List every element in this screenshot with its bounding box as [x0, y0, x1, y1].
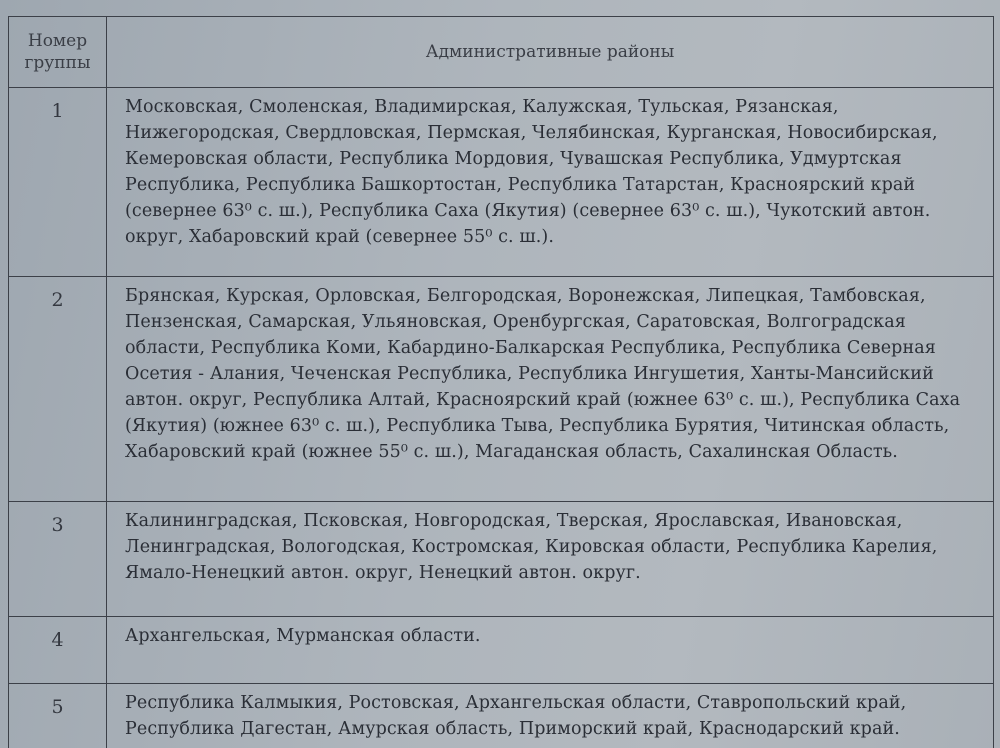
table-row [9, 277, 994, 502]
regions-cell: Московская, Смоленская, Владимирская, Калужская, Тульская, Рязанская, Нижегородская, Свердловская, Пермская, Челябинская, Курганская, Новосибирская, Кемеровская области, Республика Мордовия, Чувашская Республика, Удмуртская Республика, Республика Башкортостан, Республика Татарстан, Красноярский край (севернее 63⁰ с. ш.), Республика Саха (Якутия) (севернее 63⁰ с. ш.), Чукотский автон. округ, Хабаровский край (севернее 55⁰ с. ш.). [107, 88, 994, 277]
header-row [9, 17, 994, 88]
table-row [9, 684, 994, 748]
group-number-cell: 1 [9, 88, 107, 277]
table-header [9, 17, 994, 88]
table-row [9, 502, 994, 617]
regions-groups-table [8, 16, 994, 748]
table-row [9, 617, 994, 684]
regions-header: Административные районы [107, 17, 994, 88]
group-number-header: Номер группы [9, 17, 107, 88]
group-number-cell: 5 [9, 684, 107, 748]
table-row [9, 88, 994, 277]
regions-cell: Архангельская, Мурманская области. [107, 617, 994, 684]
group-number-cell: 4 [9, 617, 107, 684]
table-body [9, 88, 994, 748]
regions-cell: Республика Калмыкия, Ростовская, Архангельская области, Ставропольский край, Республика Дагестан, Амурская область, Приморский край, Краснодарский край. [107, 684, 994, 748]
group-number-cell: 2 [9, 277, 107, 502]
regions-cell: Калининградская, Псковская, Новгородская, Тверская, Ярославская, Ивановская, Ленинградская, Вологодская, Костромская, Кировская области, Республика Карелия, Ямало-Ненецкий автон. округ, Ненецкий автон. округ. [107, 502, 994, 617]
regions-cell: Брянская, Курская, Орловская, Белгородская, Воронежская, Липецкая, Тамбовская, Пензенская, Самарская, Ульяновская, Оренбургская, Саратовская, Волгоградская области, Республика Коми, Кабардино-Балкарская Республика, Республика Северная Осетия - Алания, Чеченская Республика, Республика Ингушетия, Ханты-Мансийский автон. округ, Республика Алтай, Красноярский край (южнее 63⁰ с. ш.), Республика Саха (Якутия) (южнее 63⁰ с. ш.), Республика Тыва, Республика Бурятия, Читинская область, Хабаровский край (южнее 55⁰ с. ш.), Магаданская область, Сахалинская Область. [107, 277, 994, 502]
group-number-cell: 3 [9, 502, 107, 617]
